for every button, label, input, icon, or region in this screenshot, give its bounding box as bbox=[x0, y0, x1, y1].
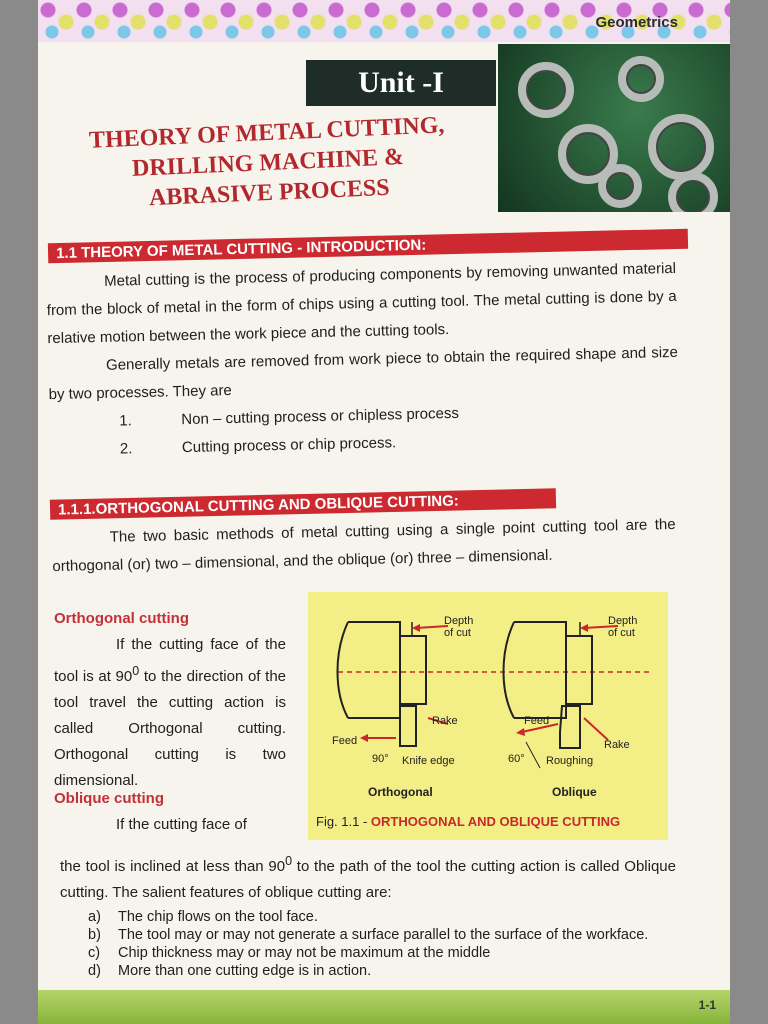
arrowhead-icon bbox=[360, 734, 368, 742]
intro-paragraph-2: Generally metals are removed from work piece to obtain the required shape and size by two processes. They are bbox=[48, 343, 679, 404]
list-item: 2. Cutting process or chip process. bbox=[119, 434, 397, 458]
uncut-layer-oblique bbox=[566, 636, 592, 704]
unit-banner: Unit -I bbox=[306, 60, 496, 106]
book-name: Geometrics bbox=[595, 14, 678, 31]
page-number: 1-1 bbox=[698, 998, 716, 1012]
list-item: b) The tool may or may not generate a surface parallel to the surface of the workface. bbox=[88, 927, 649, 943]
oblique-description: the tool is inclined at less than $90^0$ to the path of the tool the cutting action is called Oblique cutting. The salient features of oblique cutting are: bbox=[60, 854, 676, 901]
workpiece-orthogonal bbox=[348, 622, 400, 718]
orthogonal-heading: Orthogonal cutting bbox=[54, 610, 189, 627]
tool-orthogonal bbox=[400, 706, 416, 746]
textbook-page bbox=[38, 0, 730, 1024]
oblique-heading: Oblique cutting bbox=[54, 790, 164, 807]
chapter-title: THEORY OF METAL CUTTING, DRILLING MACHINE & ABRASIVE PROCESS bbox=[88, 112, 445, 212]
washer-icon bbox=[668, 172, 718, 212]
label-rake-oblique: Rake bbox=[604, 739, 630, 751]
label-orthogonal: Orthogonal bbox=[368, 785, 433, 799]
cutting-diagram bbox=[308, 592, 668, 840]
washer-icon bbox=[518, 62, 574, 118]
cutting-figure bbox=[308, 592, 668, 840]
section-intro-body bbox=[46, 255, 680, 465]
label-edge-oblique: Roughing bbox=[546, 755, 594, 767]
washer-icon bbox=[618, 56, 664, 102]
figure-caption: Fig. 1.1 - ORTHOGONAL AND OBLIQUE CUTTING bbox=[316, 814, 621, 829]
intro-paragraph-1: Metal cutting is the process of producing components by removing unwanted material from the block of metal in the form of chips using a cutting tool. The metal cutting is done by a relative motion between the work piece and the cutting tools. bbox=[46, 259, 677, 348]
machine-parts-photo bbox=[498, 44, 730, 212]
workpiece-break-orthogonal bbox=[338, 622, 349, 718]
label-of-cut-oblique: of cut bbox=[608, 627, 635, 639]
uncut-layer-orthogonal bbox=[400, 636, 426, 704]
label-depth-orthogonal: Depth bbox=[444, 615, 474, 627]
orthogonal-description: If the cutting face of the tool is at $90^0$ to the direction of the tool travel the cutting action is called Orthogonal cutting. Orthogonal cutting is two dimensional. bbox=[54, 636, 286, 789]
page-footer bbox=[38, 990, 730, 1024]
arrowhead-icon bbox=[580, 624, 588, 632]
workpiece-oblique bbox=[514, 622, 566, 718]
list-item: d) More than one cutting edge is in action. bbox=[88, 963, 372, 979]
label-feed-oblique: Feed bbox=[524, 715, 550, 727]
label-rake-orthogonal: Rake bbox=[432, 715, 458, 727]
label-angle-orthogonal: 90° bbox=[372, 753, 389, 765]
arrowhead-icon bbox=[516, 728, 525, 736]
list-item: 1. Non – cutting process or chipless process bbox=[119, 404, 460, 430]
label-of-cut-orthogonal: of cut bbox=[444, 627, 471, 639]
orthogonal-cutting-column bbox=[54, 606, 286, 838]
section-heading-intro: 1.1 THEORY OF METAL CUTTING - INTRODUCTION: bbox=[48, 229, 688, 264]
label-edge-orthogonal: Knife edge bbox=[402, 755, 455, 767]
angle-line-oblique bbox=[526, 742, 540, 768]
washer-icon bbox=[598, 164, 642, 208]
list-item: c) Chip thickness may or may not be maximum at the middle bbox=[88, 945, 491, 961]
rake-arrow-oblique bbox=[584, 718, 608, 740]
workpiece-break-oblique bbox=[504, 622, 515, 718]
oblique-description-start: If the cutting face of bbox=[116, 816, 247, 833]
oblique-cutting-body bbox=[60, 848, 676, 980]
list-item: a) The chip flows on the tool face. bbox=[88, 909, 318, 925]
washer-icon bbox=[648, 114, 714, 180]
label-oblique: Oblique bbox=[552, 785, 597, 799]
oblique-features-list bbox=[60, 908, 676, 980]
section-orthogonal-oblique-intro: The two basic methods of metal cutting using a single point cutting tool are the orthogonal (or) two – dimensional, and the oblique (or) three – dimensional. bbox=[52, 515, 676, 576]
tool-oblique bbox=[560, 706, 580, 748]
label-depth-oblique: Depth bbox=[608, 615, 638, 627]
label-angle-oblique: 60° bbox=[508, 753, 525, 765]
arrowhead-icon bbox=[412, 624, 420, 632]
label-feed-orthogonal: Feed bbox=[332, 735, 358, 747]
section-heading-orthogonal-oblique: 1.1.1.ORTHOGONAL CUTTING AND OBLIQUE CUTTING: bbox=[50, 488, 556, 519]
